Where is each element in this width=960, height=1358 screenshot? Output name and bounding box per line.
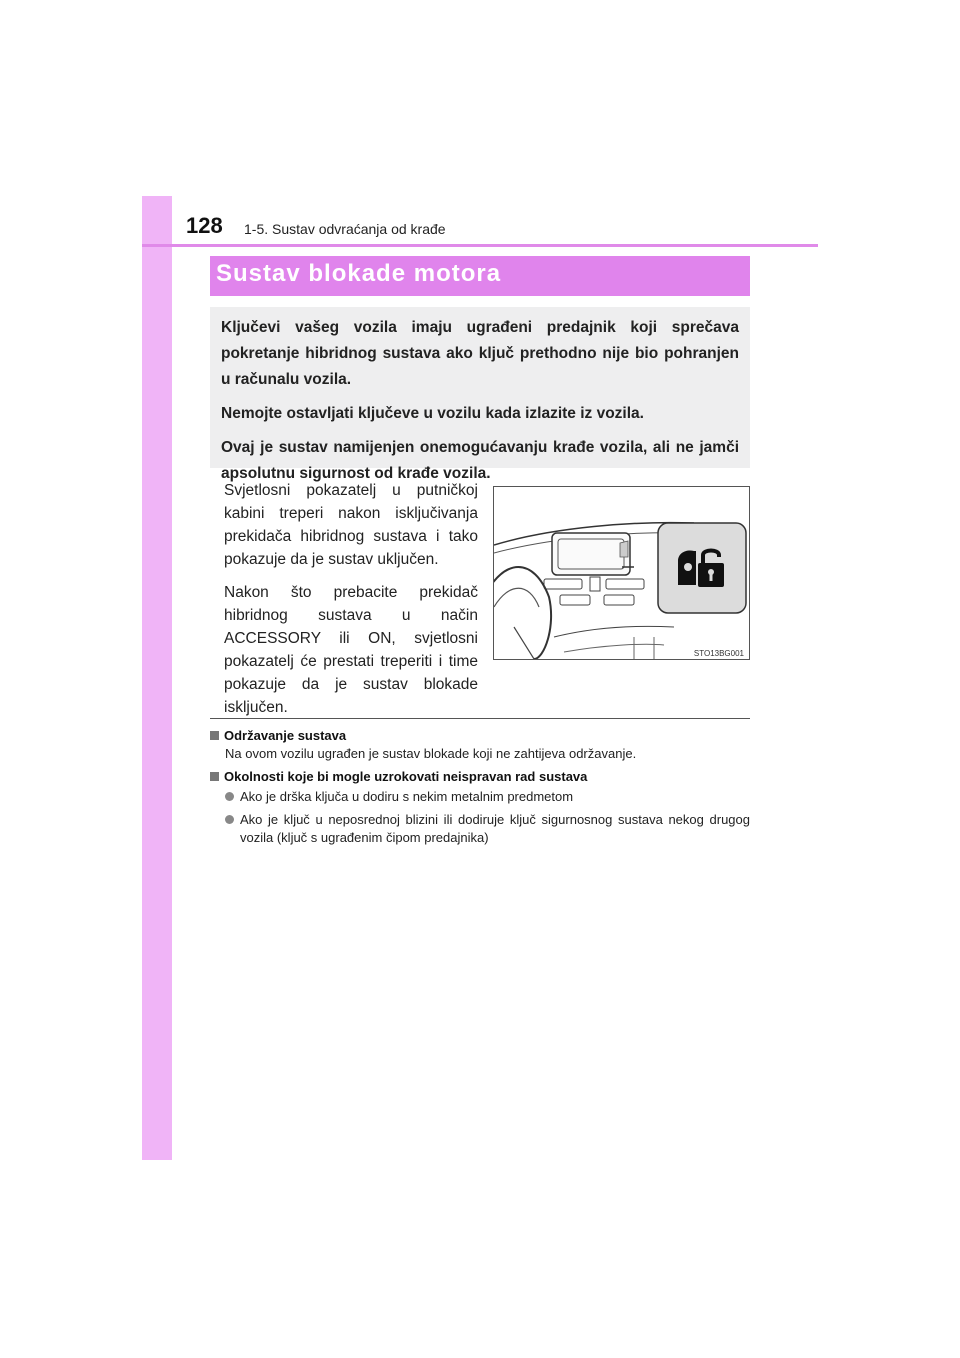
notes-divider xyxy=(210,718,750,719)
note-heading-text: Okolnosti koje bi mogle uzrokovati neispravan rad sustava xyxy=(224,769,588,784)
notes-section xyxy=(210,726,750,852)
note-heading xyxy=(210,769,750,784)
page-number: 128 xyxy=(186,213,223,238)
circle-bullet-icon xyxy=(225,815,234,824)
note-heading-text: Održavanje sustava xyxy=(224,728,347,743)
list-item xyxy=(225,811,750,847)
note-text: Na ovom vozilu ugrađen je sustav blokade koji ne zahtijeva održavanje. xyxy=(225,746,637,761)
body-paragraph: Nakon što prebacite prekidač hibridnog sustava u način ACCESSORY ili ON, svjetlosni pokazatelj će prestati treperiti i time pokazuje da je sustav blokade isključen. xyxy=(224,584,478,716)
body-paragraph: Svjetlosni pokazatelj u putničkoj kabini treperi nakon isključivanja prekidača hibridnog sustava i tako pokazuje da je sustav uključen. xyxy=(224,482,478,568)
list-item-text: Ako je ključ u neposrednoj blizini ili dodiruje ključ sigurnosnog sustava nekog drugog vozila (ključ s ugrađenim čipom predajnika) xyxy=(240,812,750,845)
intro-paragraph: Nemojte ostavljati ključeve u vozilu kada izlazite iz vozila. xyxy=(221,405,644,422)
list-item-text: Ako je drška ključa u dodiru s nekim metalnim predmetom xyxy=(240,789,574,804)
square-bullet-icon xyxy=(210,772,219,781)
circle-bullet-icon xyxy=(225,792,234,801)
note-heading xyxy=(210,728,750,743)
intro-paragraph: Ovaj je sustav namijenjen onemogućavanju krađe vozila, ali ne jamči apsolutnu sigurnost od krađe vozila. xyxy=(221,439,739,482)
figure-code: STO13BG001 xyxy=(693,649,744,658)
side-chapter-tab xyxy=(142,196,172,1160)
section-title-bar xyxy=(210,256,750,296)
dashboard-illustration xyxy=(493,486,750,660)
immobilizer-lock-icon xyxy=(674,545,730,591)
body-text xyxy=(224,479,478,729)
header-rule xyxy=(142,244,818,247)
breadcrumb: 1-5. Sustav odvraćanja od krađe xyxy=(244,221,446,237)
intro-box xyxy=(210,307,750,482)
square-bullet-icon xyxy=(210,731,219,740)
intro-paragraph: Ključevi vašeg vozila imaju ugrađeni predajnik koji sprečava pokretanje hibridnog sustava ako ključ prethodno nije bio pohranjen u računalu vozila. xyxy=(221,319,739,388)
list-item xyxy=(225,788,750,806)
section-title: Sustav blokade motora xyxy=(216,260,502,287)
